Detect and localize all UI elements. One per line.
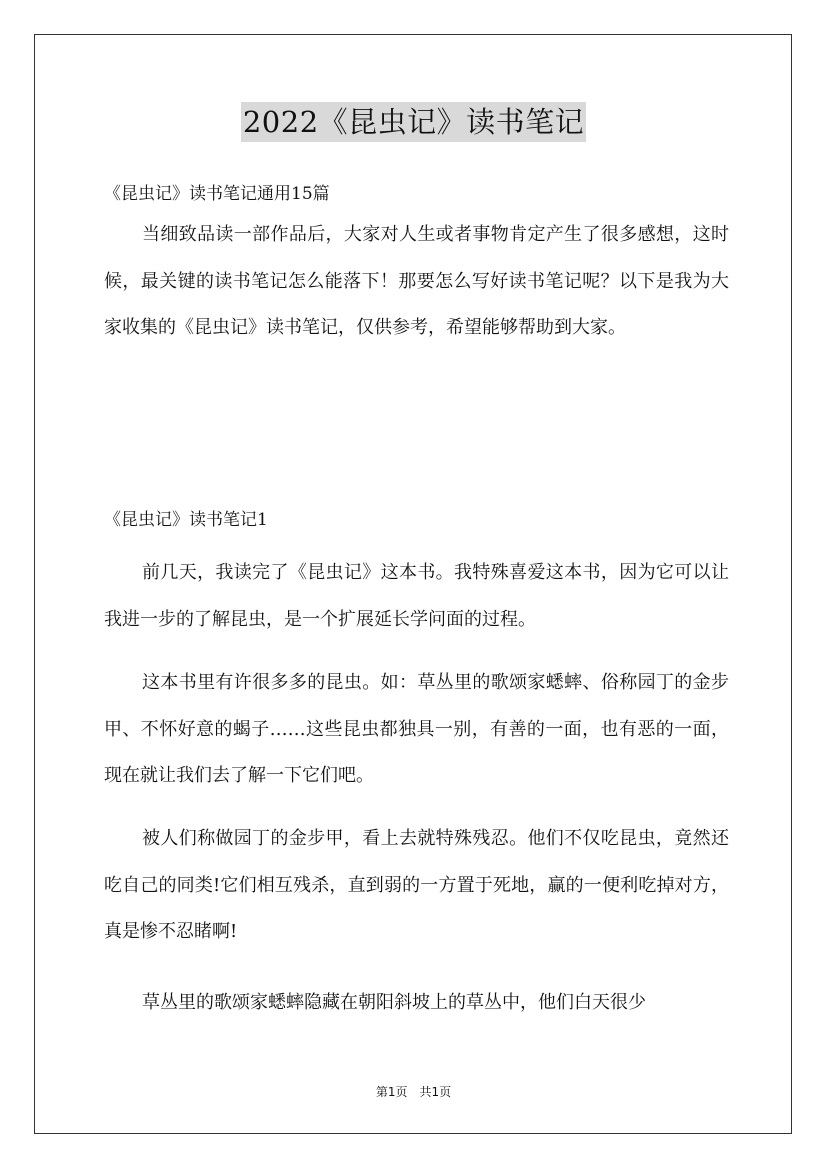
- body-paragraph-1: 前几天，我读完了《昆虫记》这本书。我特殊喜爱这本书，因为它可以让我进一步的了解昆虫，是一个扩展延长学问面的过程。: [104, 562, 729, 630]
- section-heading: 《昆虫记》读书笔记1: [104, 510, 268, 530]
- title-container: [0, 102, 827, 142]
- intro-paragraph: 当细致品读一部作品后，大家对人生或者事物肯定产生了很多感想，这时候，最关键的读书笔记怎么能落下！那要怎么写好读书笔记呢？以下是我为大家收集的《昆虫记》读书笔记，仅供参考，希望能够帮助到大家。: [104, 224, 729, 338]
- page-total: 共1页: [419, 1085, 452, 1099]
- page-number: 第1页: [375, 1085, 408, 1099]
- document-title: 2022《昆虫记》读书笔记: [241, 102, 586, 142]
- document-subtitle: 《昆虫记》读书笔记通用15篇: [104, 184, 330, 204]
- body-paragraph-4: 草丛里的歌颂家蟋蟀隐藏在朝阳斜坡上的草丛中，他们白天很少: [142, 992, 646, 1013]
- body-paragraph-3: 被人们称做园丁的金步甲，看上去就特殊残忍。他们不仅吃昆虫，竟然还吃自己的同类!它们相互残杀，直到弱的一方置于死地，赢的一便利吃掉对方，真是惨不忍睹啊!: [104, 828, 729, 942]
- body-paragraph-2: 这本书里有许很多多的昆虫。如：草丛里的歌颂家蟋蟀、俗称园丁的金步甲、不怀好意的蝎子……这些昆虫都独具一别，有善的一面，也有恶的一面，现在就让我们去了解一下它们吧。: [104, 672, 729, 786]
- page-footer: [0, 1083, 827, 1101]
